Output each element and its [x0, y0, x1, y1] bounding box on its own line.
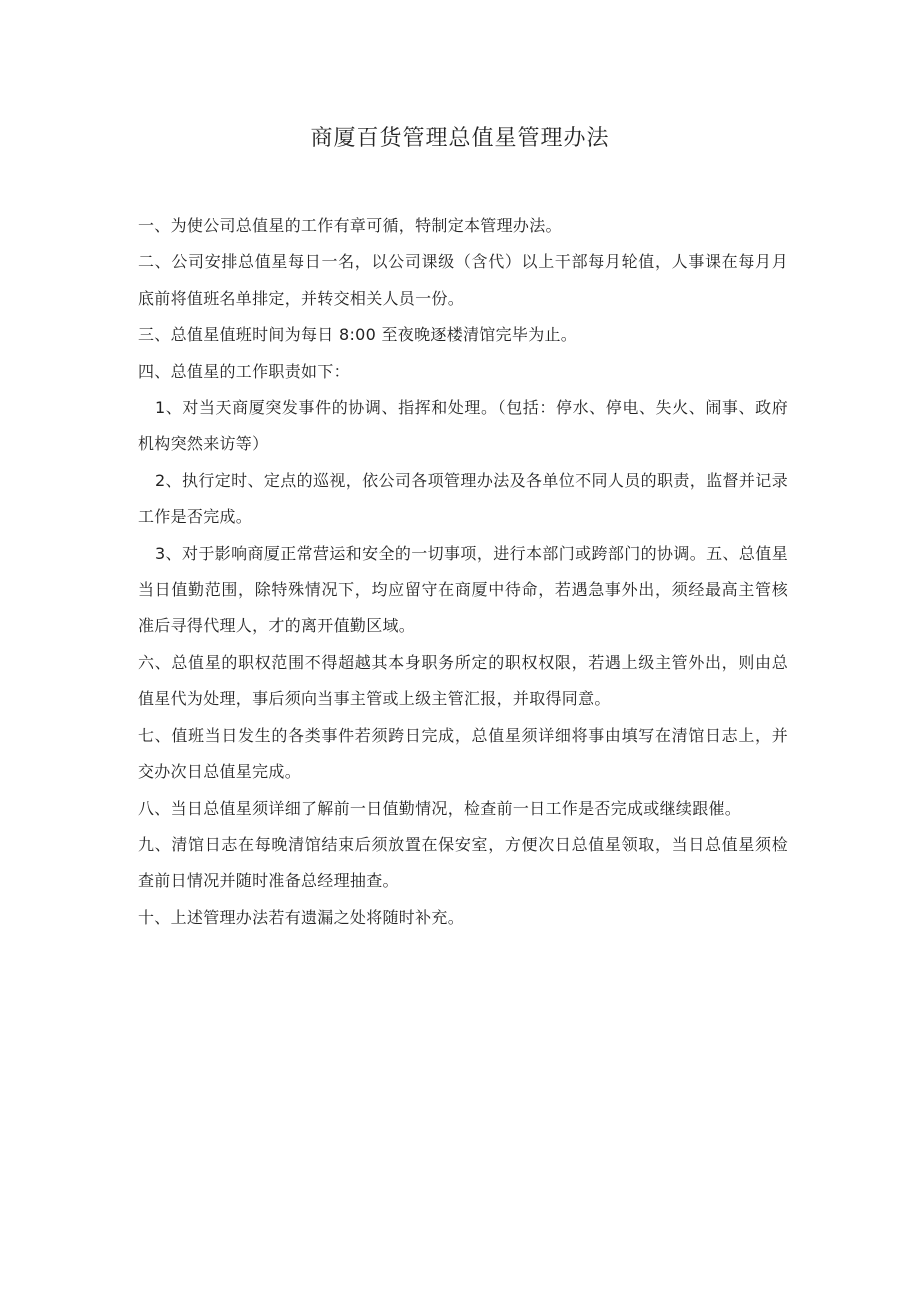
paragraph-10: 十、上述管理办法若有遗漏之处将随时补充。: [138, 907, 465, 927]
paragraph-1: 一、为使公司总值星的工作有章可循，特制定本管理办法。: [138, 216, 562, 235]
paragraph-7: 七、值班当日发生的各类事件若须跨日完成，总值星须详细将事由填写在清馆日志上，并交办次日总值星完成。: [138, 725, 788, 782]
duty-item-2: 2、执行定时、定点的巡视，依公司各项管理办法及各单位不同人员的职责，监督并记录工作是否完成。: [138, 470, 788, 527]
paragraph-2: 二、公司安排总值星每日一名，以公司课级（含代）以上干部每月轮值，人事课在每月月底前将值班名单排定，并转交相关人员一份。: [138, 252, 788, 308]
document-body: [138, 208, 788, 936]
paragraph-4: 四、总值星的工作职责如下：: [138, 361, 350, 381]
paragraph-6: 六、总值星的职权范围不得超越其本身职务所定的职权权限，若遇上级主管外出，则由总值星代为处理，事后须向当事主管或上级主管汇报，并取得同意。: [138, 652, 788, 709]
paragraph-3: 三、总值星值班时间为每日 8:00 至夜晚逐楼清馆完毕为止。: [138, 325, 578, 345]
document-title: 商厦百货管理总值星管理办法: [310, 126, 610, 151]
duty-item-3: 3、对于影响商厦正常营运和安全的一切事项，进行本部门或跨部门的协调。五、总值星当日值勤范围，除特殊情况下，均应留守在商厦中待命，若遇急事外出，须经最高主管核准后寻得代理人，才的离开值勤区域。: [138, 543, 788, 636]
paragraph-8: 八、当日总值星须详细了解前一日值勤情况，检查前一日工作是否完成或继续跟催。: [138, 798, 742, 818]
paragraph-9: 九、清馆日志在每晚清馆结束后须放置在保安室，方便次日总值星领取，当日总值星须检查前日情况并随时准备总经理抽查。: [138, 834, 788, 891]
duty-item-1: 1、对当天商厦突发事件的协调、指挥和处理。（包括：停水、停电、失火、闹事、政府机构突然来访等）: [138, 398, 788, 454]
